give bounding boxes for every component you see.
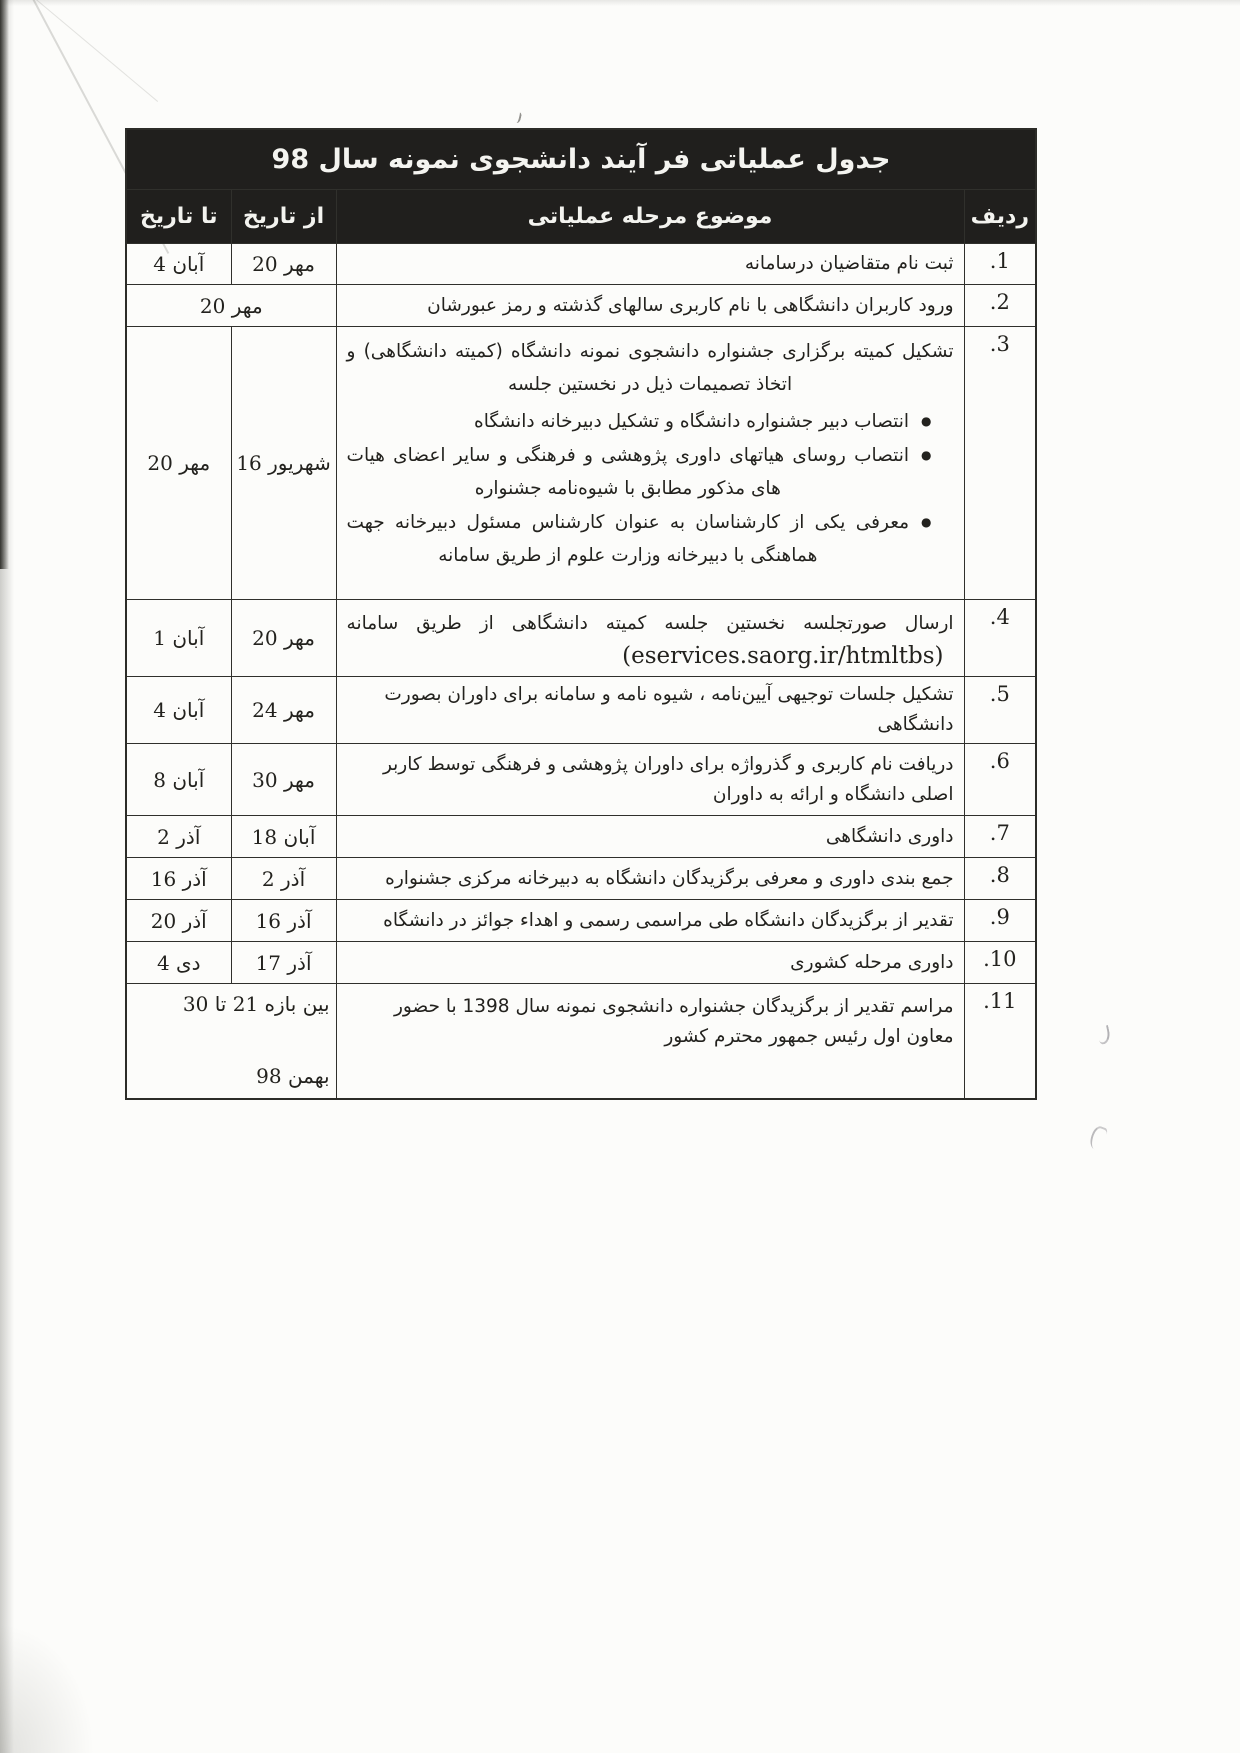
date-value: 8 آبان bbox=[153, 767, 205, 792]
bullet-icon: ● bbox=[921, 448, 932, 462]
from-date-cell bbox=[231, 244, 336, 285]
date-value: 20 مهر bbox=[252, 626, 315, 650]
table-row bbox=[126, 677, 1036, 744]
row-number: 2. bbox=[964, 285, 1036, 327]
from-date-cell bbox=[231, 327, 336, 600]
date-value: 16 شهریور bbox=[236, 451, 331, 475]
table-row bbox=[126, 984, 1036, 1100]
row-number: 11. bbox=[964, 984, 1036, 1100]
row-number: 1. bbox=[964, 244, 1036, 285]
from-date-cell bbox=[231, 858, 336, 900]
date-value: 2 آذر bbox=[157, 824, 201, 849]
to-date-cell bbox=[126, 327, 231, 600]
date-range-cell bbox=[126, 285, 336, 327]
date-value: 4 دی bbox=[156, 950, 201, 975]
table-row bbox=[126, 744, 1036, 816]
subject-cell: ورود کاربران دانشگاهی با نام کاربری سالهای گذشته و رمز عبورشان bbox=[336, 285, 964, 327]
table-row bbox=[126, 858, 1036, 900]
table-row bbox=[126, 244, 1036, 285]
date-value: 18 آبان bbox=[251, 824, 316, 849]
date-value: 20 مهر bbox=[252, 252, 315, 276]
subject-line: ارسال صورتجلسه نخستین جلسه کمیته دانشگاهی از طریق سامانه bbox=[346, 613, 954, 634]
subject-cell: دریافت نام کاربری و گذرواژه برای داوران پژوهشی و فرهنگی توسط کاربر اصلی دانشگاه و ارائه به داوران bbox=[336, 744, 964, 816]
date-range-cell bbox=[126, 984, 336, 1100]
from-date-cell bbox=[231, 677, 336, 744]
row-number: 4. bbox=[964, 600, 1036, 677]
row-number: 9. bbox=[964, 900, 1036, 942]
row-number: 6. bbox=[964, 744, 1036, 816]
bullet-text: انتصاب روسای هیاتهای داوری پژوهشی و فرهنگی و سایر اعضای هیات های مذکور مطابق با شیوه‌نامه جشنواره bbox=[346, 445, 910, 499]
date-value: 4 آبان bbox=[153, 252, 205, 276]
subject-cell: داوری مرحله کشوری bbox=[336, 942, 964, 984]
column-header-from-date: از تاریخ bbox=[231, 190, 336, 244]
bullet-item bbox=[347, 405, 932, 438]
scan-edge-shadow-left bbox=[0, 0, 9, 569]
subject-cell: ثبت نام متقاضیان درسامانه bbox=[336, 244, 964, 285]
row-number: 10. bbox=[964, 942, 1036, 984]
header-row bbox=[126, 190, 1036, 244]
scan-edge-shadow-left-soft bbox=[0, 0, 14, 1753]
table-row bbox=[126, 942, 1036, 984]
subject-cell: تشکیل جلسات توجیهی آیین‌نامه ، شیوه نامه و سامانه برای داوران بصورت دانشگاهی bbox=[336, 677, 964, 744]
bullet-icon: ● bbox=[921, 414, 932, 428]
to-date-cell bbox=[126, 244, 231, 285]
scan-crease bbox=[12, 0, 158, 102]
from-date-cell bbox=[231, 816, 336, 858]
bullet-item bbox=[347, 439, 932, 505]
pen-mark bbox=[1087, 1124, 1108, 1151]
column-header-row-no: ردیف bbox=[964, 190, 1036, 244]
date-value: 4 آبان bbox=[153, 698, 205, 722]
scan-corner-shadow bbox=[0, 1623, 95, 1753]
to-date-cell bbox=[126, 816, 231, 858]
date-value: 16 آذر bbox=[150, 866, 207, 891]
to-date-cell bbox=[126, 677, 231, 744]
to-date-cell bbox=[126, 744, 231, 816]
pen-mark bbox=[1096, 1025, 1111, 1045]
date-value: 30 مهر bbox=[252, 767, 315, 792]
portal-url: (eservices.saorg.ir/htmltbs) bbox=[622, 643, 944, 669]
title-row bbox=[126, 129, 1036, 190]
row-number: 3. bbox=[964, 327, 1036, 600]
date-value: 20 مهر bbox=[147, 451, 211, 475]
date-value: 1 آبان bbox=[153, 626, 205, 650]
date-range-line: بین بازه 21 تا 30 bbox=[182, 992, 330, 1016]
date-value: 2 آذر bbox=[261, 866, 306, 891]
scan-edge-shadow-top bbox=[0, 0, 1240, 6]
date-value: 20 مهر bbox=[199, 293, 263, 318]
bullet-text: معرفی یکی از کارشناسان به عنوان کارشناس مسئول دبیرخانه جهت هماهنگی با دبیرخانه وزارت علوم از طریق سامانه bbox=[346, 512, 910, 566]
from-date-cell bbox=[231, 744, 336, 816]
column-header-subject: موضوع مرحله عملیاتی bbox=[336, 190, 964, 244]
scan-speck bbox=[513, 111, 522, 123]
row-number: 7. bbox=[964, 816, 1036, 858]
table-row bbox=[126, 816, 1036, 858]
to-date-cell bbox=[126, 942, 231, 984]
date-value: 20 آذر bbox=[150, 908, 207, 933]
to-date-cell bbox=[126, 858, 231, 900]
subject-cell: مراسم تقدیر از برگزیدگان جشنواره دانشجوی نمونه سال 1398 با حضور معاون اول رئیس جمهور محترم کشور bbox=[336, 984, 964, 1100]
subject-intro: تشکیل کمیته برگزاری جشنواره دانشجوی نمونه دانشگاه (کمیته دانشگاهی) و اتخاذ تصمیمات ذیل در نخستین جلسه bbox=[346, 341, 954, 395]
table-row bbox=[126, 900, 1036, 942]
subject-cell bbox=[336, 600, 964, 677]
bullet-text: انتصاب دبیر جشنواره دانشگاه و تشکیل دبیرخانه دانشگاه bbox=[474, 411, 910, 432]
column-header-to-date: تا تاریخ bbox=[126, 190, 231, 244]
date-range-line: بهمن 98 bbox=[256, 1064, 330, 1088]
row-number: 8. bbox=[964, 858, 1036, 900]
from-date-cell bbox=[231, 942, 336, 984]
row-number: 5. bbox=[964, 677, 1036, 744]
date-value: 17 آذر bbox=[255, 950, 312, 975]
from-date-cell bbox=[231, 600, 336, 677]
table-row bbox=[126, 285, 1036, 327]
date-value: 24 مهر bbox=[252, 698, 315, 722]
bullet-item bbox=[347, 506, 932, 572]
from-date-cell bbox=[231, 900, 336, 942]
bullet-icon: ● bbox=[921, 515, 932, 529]
subject-cell: داوری دانشگاهی bbox=[336, 816, 964, 858]
page-title: جدول عملیاتی فر آیند دانشجوی نمونه سال 98 bbox=[126, 129, 1036, 190]
to-date-cell bbox=[126, 600, 231, 677]
table-row bbox=[126, 327, 1036, 600]
subject-cell: تقدیر از برگزیدگان دانشگاه طی مراسمی رسمی و اهداء جوائز در دانشگاه bbox=[336, 900, 964, 942]
to-date-cell bbox=[126, 900, 231, 942]
schedule-table bbox=[125, 128, 1037, 1100]
subject-cell bbox=[336, 327, 964, 600]
table-row bbox=[126, 600, 1036, 677]
date-value: 16 آذر bbox=[255, 908, 312, 933]
subject-cell: جمع بندی داوری و معرفی برگزیدگان دانشگاه به دبیرخانه مرکزی جشنواره bbox=[336, 858, 964, 900]
date-range bbox=[127, 984, 336, 1098]
